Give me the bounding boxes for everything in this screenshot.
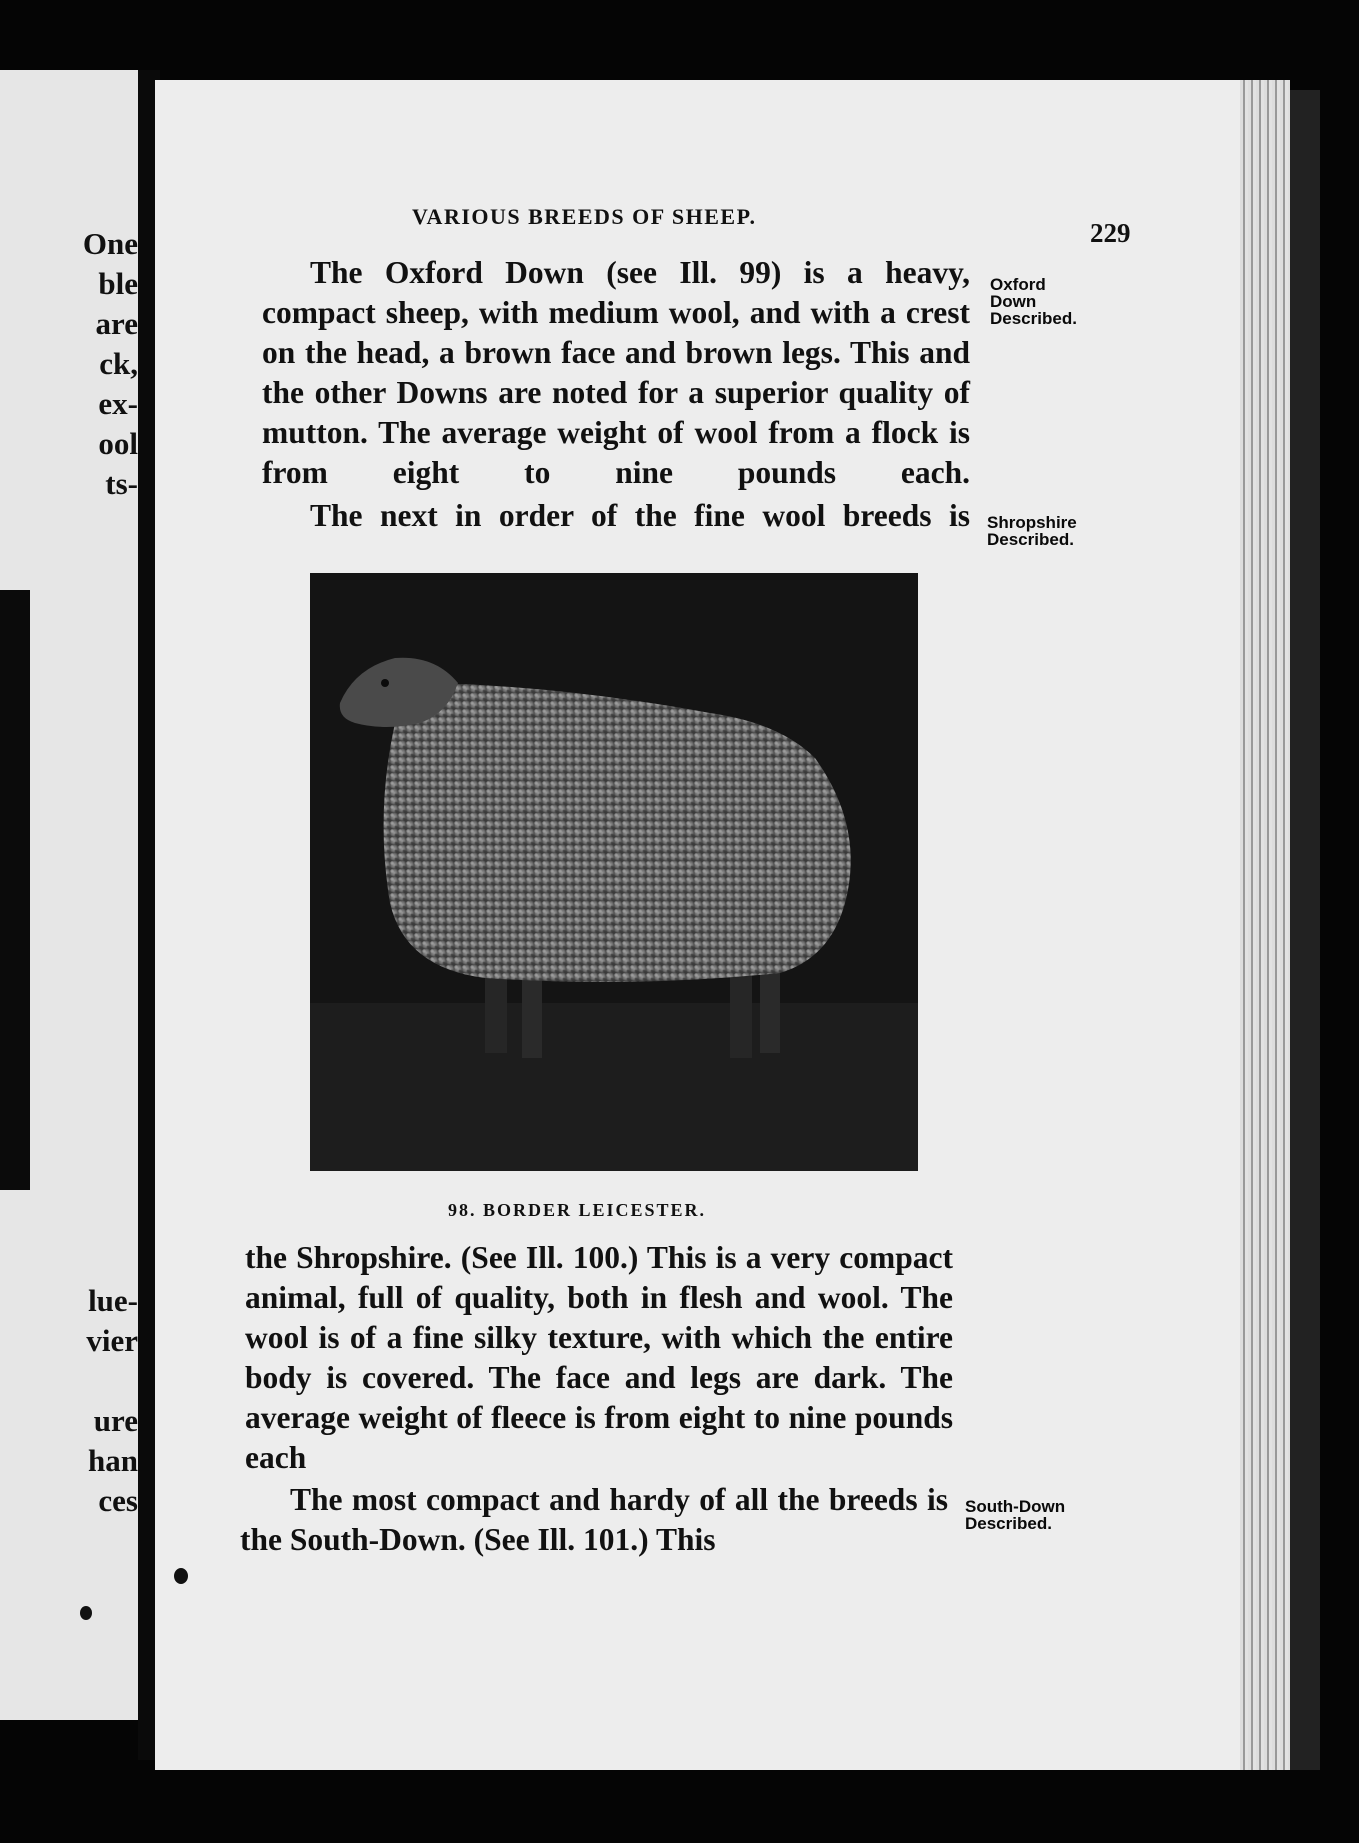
page-number: 229 bbox=[1090, 218, 1131, 248]
side-note-line: South-Down bbox=[965, 1497, 1066, 1516]
side-note-line: Described. bbox=[987, 530, 1074, 549]
left-text-fragment: vier bbox=[86, 1323, 138, 1358]
illustration-border-leicester bbox=[310, 573, 918, 1171]
side-note-line: Down bbox=[990, 292, 1037, 311]
left-text-fragment: ool bbox=[98, 426, 138, 461]
side-note-shropshire bbox=[987, 514, 1077, 548]
figure-caption: 98. BORDER LEICESTER. bbox=[448, 1200, 707, 1220]
left-text-fragment: lue- bbox=[88, 1283, 138, 1318]
ink-speck bbox=[174, 1568, 188, 1584]
paragraph-shropshire: the Shropshire. (See Ill. 100.) This is a very compact animal, full of quality, both in flesh and wool. The wool is of a fine silky texture, with which the entire body is covered. The face and legs are dark. The average weight of fleece is from eight to nine pounds each bbox=[245, 1240, 953, 1475]
ink-speck bbox=[80, 1606, 92, 1620]
side-note-line: Oxford bbox=[990, 275, 1046, 294]
left-text-fragment: ure bbox=[93, 1403, 138, 1438]
side-note-south-down bbox=[965, 1498, 1065, 1532]
side-note-line: Described. bbox=[990, 309, 1077, 328]
side-note-line: Described. bbox=[965, 1514, 1052, 1533]
paragraph-shropshire-intro: The next in order of the fine wool breeds is bbox=[310, 498, 970, 533]
side-note-line: Shropshire bbox=[987, 513, 1077, 532]
paragraph-oxford-down: The Oxford Down (see Ill. 99) is a heavy, compact sheep, with medium wool, and with a crest on the head, a brown face and brown legs. This and the other Downs are noted for a superior quality of mutton. The average weight of wool from a flock is from eight to nine pounds each. bbox=[262, 255, 970, 490]
sheep-illustration bbox=[310, 573, 918, 1171]
left-text-fragment: ex- bbox=[98, 386, 138, 421]
left-text-fragment: han bbox=[88, 1443, 138, 1478]
left-text-fragment: ts- bbox=[105, 466, 138, 501]
left-page-fragment bbox=[0, 70, 150, 1720]
running-head: VARIOUS BREEDS OF SHEEP. bbox=[412, 204, 757, 229]
left-text-fragment: are bbox=[95, 306, 138, 341]
left-text-fragment: ble bbox=[98, 266, 138, 301]
left-text-fragment: One bbox=[82, 226, 138, 261]
page-edges bbox=[1240, 80, 1290, 1770]
side-note-oxford bbox=[990, 276, 1077, 327]
left-page-illustration-edge bbox=[0, 590, 30, 1190]
book-cover-edge bbox=[1290, 90, 1320, 1770]
left-text-fragment: ck, bbox=[99, 346, 138, 381]
left-text-fragment: ces bbox=[98, 1483, 138, 1518]
paragraph-south-down: The most compact and hardy of all the breeds is the South-Down. (See Ill. 101.) This bbox=[240, 1482, 948, 1557]
